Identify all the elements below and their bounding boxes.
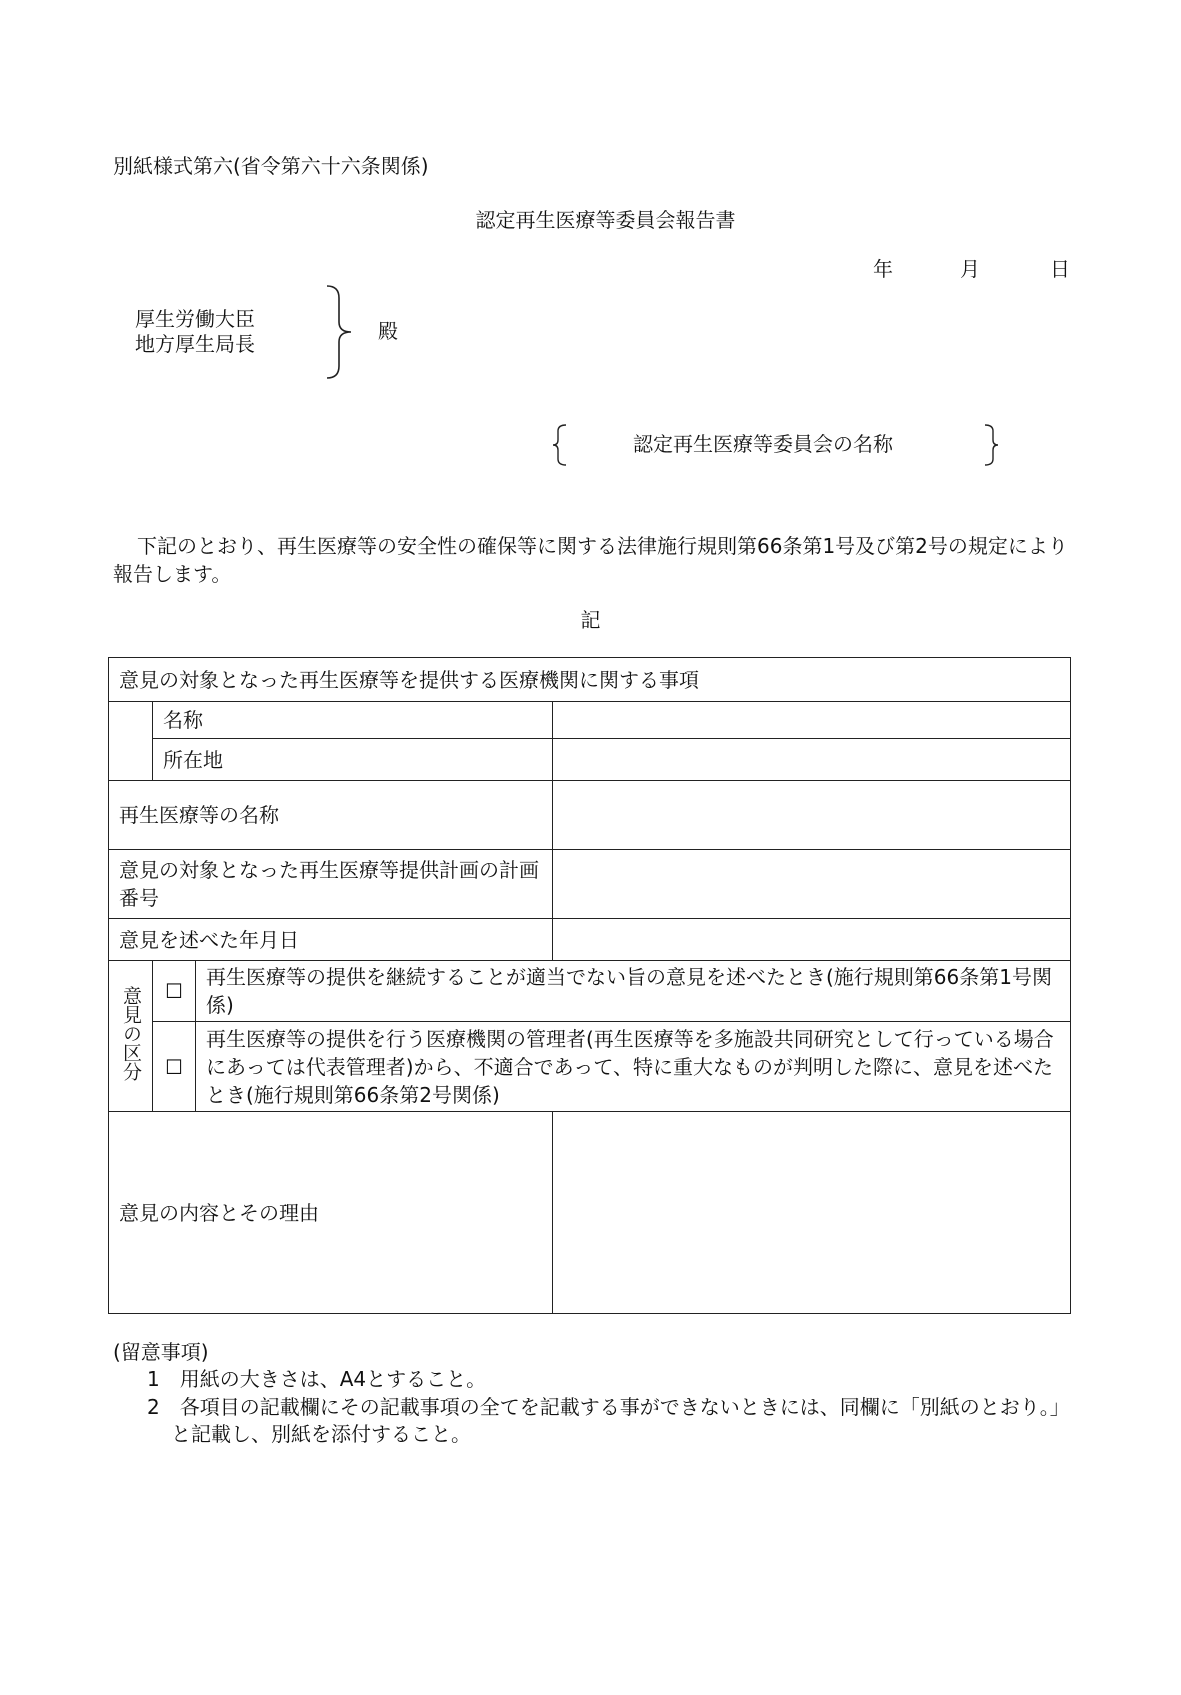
committee-name-label: 認定再生医療等委員会の名称 [633, 432, 893, 456]
date-day-label: 日 [1050, 257, 1070, 281]
form-number: 別紙様式第六(省令第六十六条関係) [113, 154, 429, 178]
indent-cell [109, 702, 153, 781]
table-row [109, 919, 1071, 961]
committee-right-brace [983, 424, 999, 466]
document-title: 認定再生医療等委員会報告書 [475, 208, 736, 232]
treatment-name-label: 再生医療等の名称 [109, 781, 553, 850]
institution-section-header: 意見の対象となった再生医療等を提供する医療機関に関する事項 [109, 658, 1071, 702]
honorific-tono: 殿 [378, 319, 398, 343]
option-2-text: 再生医療等の提供を行う医療機関の管理者(再生医療等を多施設共同研究として行っている場合にあっては代表管理者)から、不適合であって、特に重大なものが判明した際に、意見を述べたとき(施行規則第66条第2号関係) [196, 1022, 1071, 1112]
institution-name-label: 名称 [153, 702, 553, 739]
addressee-minister: 厚生労働大臣 [135, 307, 255, 331]
content-reason-field[interactable] [553, 1112, 1071, 1314]
addressee-bureau: 地方厚生局長 [135, 332, 255, 356]
table-row [109, 1022, 1071, 1112]
table-row [109, 658, 1071, 702]
date-year-label: 年 [873, 257, 893, 281]
option-1-checkbox[interactable]: ☐ [153, 961, 196, 1022]
note-item-2: 2 各項目の記載欄にその記載事項の全てを記載する事ができないときには、同欄に「別紙のとおり。」と記載し、別紙を添付すること。 [147, 1395, 1070, 1446]
table-row [109, 1112, 1071, 1314]
option-2-checkbox[interactable]: ☐ [153, 1022, 196, 1112]
institution-name-field[interactable] [553, 702, 1071, 739]
table-row [109, 702, 1071, 739]
opinion-category-text: 意見の区分 [120, 986, 142, 1081]
option-1-text: 再生医療等の提供を継続することが適当でない旨の意見を述べたとき(施行規則第66条第1号関係) [196, 961, 1071, 1022]
institution-address-field[interactable] [553, 739, 1071, 781]
note-item-1: 1 用紙の大きさは、A4とすること。 [147, 1367, 487, 1391]
table-row [109, 961, 1071, 1022]
table-row [109, 739, 1071, 781]
date-month-label: 月 [960, 257, 980, 281]
addressee-brace [325, 284, 355, 380]
plan-number-field[interactable] [553, 850, 1071, 919]
committee-left-brace [552, 424, 568, 466]
ki-heading: 記 [580, 608, 601, 632]
institution-address-label: 所在地 [153, 739, 553, 781]
opinion-date-label: 意見を述べた年月日 [109, 919, 553, 961]
report-table [108, 657, 1071, 1314]
intro-paragraph: 下記のとおり、再生医療等の安全性の確保等に関する法律施行規則第66条第1号及び第2号の規定により報告します。 [113, 534, 1068, 586]
opinion-category-label [109, 961, 153, 1112]
table-row [109, 850, 1071, 919]
content-reason-label: 意見の内容とその理由 [109, 1112, 553, 1314]
table-row [109, 781, 1071, 850]
notes-heading: (留意事項) [113, 1340, 209, 1364]
treatment-name-field[interactable] [553, 781, 1071, 850]
opinion-date-field[interactable] [553, 919, 1071, 961]
plan-number-label: 意見の対象となった再生医療等提供計画の計画番号 [109, 850, 553, 919]
